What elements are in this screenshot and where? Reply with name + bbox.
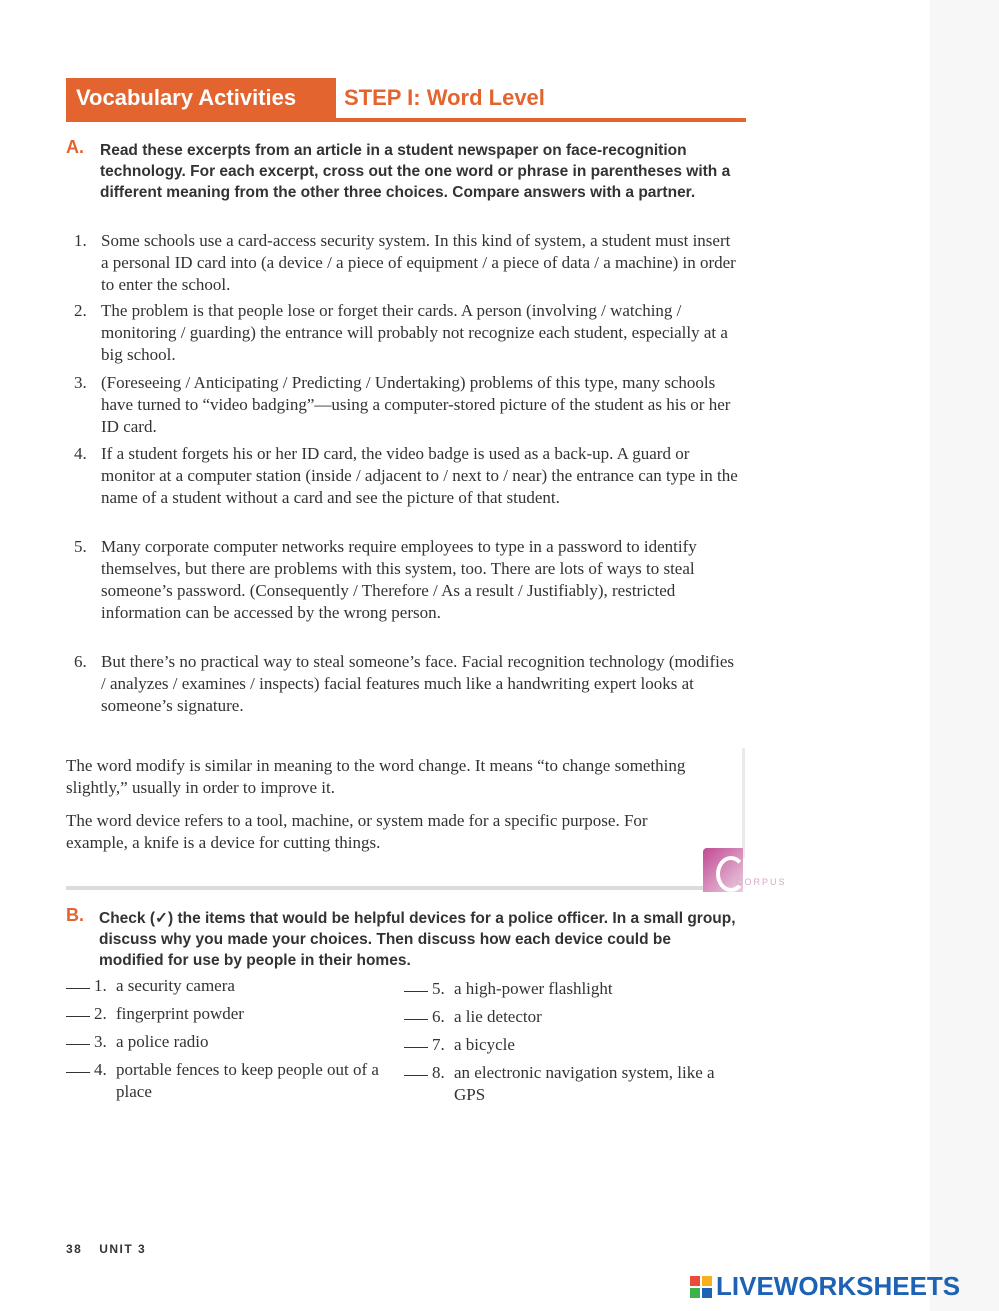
activity-header xyxy=(66,78,746,122)
item-text: Some schools use a card-access security system. In this kind of system, a student must insert a personal ID card into (a device / a piece of equipment / a piece of data / a machine) in order to enter the school. xyxy=(101,231,736,294)
liveworksheets-logo-icon xyxy=(690,1276,712,1298)
check-blank[interactable] xyxy=(66,1044,90,1045)
item-text: Many corporate computer networks require employees to type in a password to identify themselves, but there are problems with this system, too. There are lots of ways to steal someone’s password. (Consequently / Therefore / As a result / Justifiably), restricted information can be accessed by the wrong person. xyxy=(101,537,697,622)
item-number: 3. xyxy=(74,373,87,392)
section-a-instructions: Read these excerpts from an article in a student newspaper on face-recognition technology. For each excerpt, cross out the one word or phrase in parentheses with a different meaning from the other three choices. Compare answers with a partner. xyxy=(100,142,731,201)
page-footer xyxy=(66,1242,146,1256)
item-number: 1. xyxy=(94,976,107,995)
item-text: a security camera xyxy=(116,976,235,995)
header-rule xyxy=(66,118,746,122)
check-blank[interactable] xyxy=(404,1047,428,1048)
item-number: 3. xyxy=(94,1032,107,1051)
item-text: portable fences to keep people out of a place xyxy=(116,1060,379,1101)
item-number: 1. xyxy=(74,231,87,250)
header-step: STEP I: Word Level xyxy=(344,85,545,110)
item-number: 6. xyxy=(74,652,87,671)
check-blank[interactable] xyxy=(66,988,90,989)
section-divider xyxy=(66,886,716,890)
check-blank[interactable] xyxy=(404,991,428,992)
page-number: 38 xyxy=(66,1242,83,1256)
item-number: 4. xyxy=(74,444,87,463)
definition-note: The word modify is similar in meaning to the word change. It means “to change something slightly,” usually in order to improve it. xyxy=(66,756,686,797)
item-text: (Foreseeing / Anticipating / Predicting / Undertaking) problems of this type, many schools have turned to “video badging”—using a computer-stored picture of the student as his or her ID card. xyxy=(101,373,731,436)
section-b-instructions: Check (✓) the items that would be helpful devices for a police officer. In a small group, discuss why you made your choices. Then discuss how each device could be modified for use by people in their homes. xyxy=(99,910,736,969)
liveworksheets-watermark[interactable]: LIVEWORKSHEETS xyxy=(716,1271,961,1301)
item-text: But there’s no practical way to steal someone’s face. Facial recognition technology (modifies / analyzes / examines / inspects) facial features much like a handwriting expert looks at someone’s signature. xyxy=(101,652,735,715)
item-text: If a student forgets his or her ID card, the video badge is used as a back-up. A guard or monitor at a computer station (inside / adjacent to / next to / near) the entrance can type in the name of a student without a card and see the picture of that student. xyxy=(101,444,738,507)
section-a-letter: A. xyxy=(66,137,84,157)
item-text: The problem is that people lose or forget their cards. A person (involving / watching / monitoring / guarding) the entrance will probably not recognize each student, especially at a big school. xyxy=(101,301,728,364)
item-text: fingerprint powder xyxy=(116,1004,244,1023)
check-blank[interactable] xyxy=(404,1019,428,1020)
item-number: 5. xyxy=(74,537,87,556)
item-text: a high-power flashlight xyxy=(454,979,613,998)
item-text: an electronic navigation system, like a GPS xyxy=(454,1063,715,1104)
definition-note: The word device refers to a tool, machine, or system made for a specific purpose. For example, a knife is a device for cutting things. xyxy=(66,811,648,852)
page-edge xyxy=(930,0,999,1311)
item-number: 2. xyxy=(94,1004,107,1023)
item-number: 6. xyxy=(432,1007,445,1026)
note-border xyxy=(742,748,745,858)
check-blank[interactable] xyxy=(66,1072,90,1073)
item-text: a bicycle xyxy=(454,1035,515,1054)
item-number: 4. xyxy=(94,1060,107,1079)
check-blank[interactable] xyxy=(66,1016,90,1017)
header-title: Vocabulary Activities xyxy=(66,78,336,118)
item-number: 8. xyxy=(432,1063,445,1082)
item-number: 5. xyxy=(432,979,445,998)
section-b-letter: B. xyxy=(66,905,84,925)
unit-label: UNIT 3 xyxy=(99,1242,147,1256)
item-number: 7. xyxy=(432,1035,445,1054)
item-text: a lie detector xyxy=(454,1007,542,1026)
check-blank[interactable] xyxy=(404,1075,428,1076)
corpus-label: CORPUS xyxy=(736,877,787,887)
item-number: 2. xyxy=(74,301,87,320)
item-text: a police radio xyxy=(116,1032,209,1051)
